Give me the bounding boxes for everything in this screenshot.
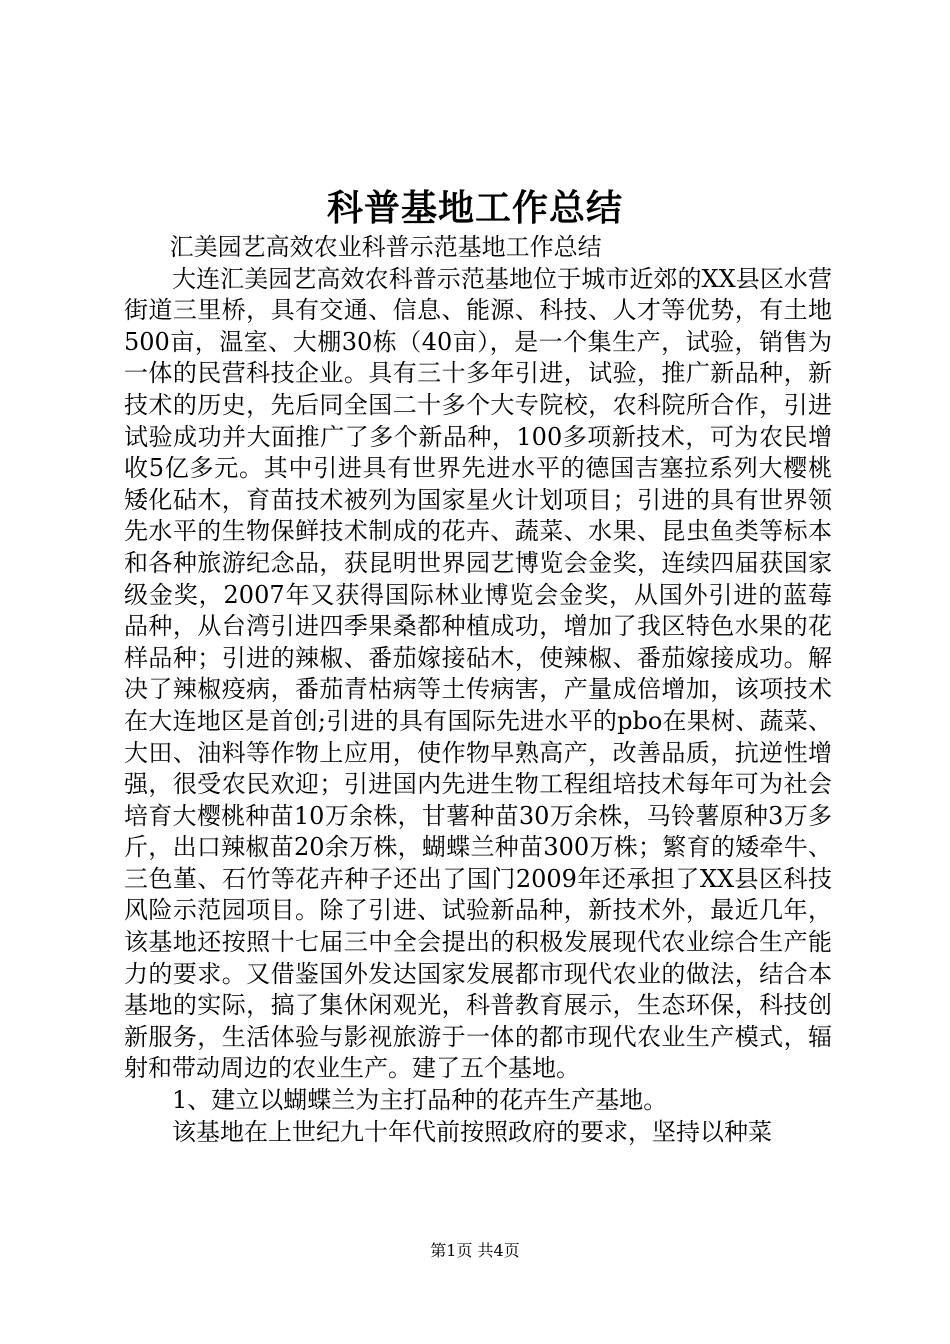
section-heading-paragraph: 1、建立以蝴蝶兰为主打品种的花卉生产基地。	[172, 1086, 668, 1115]
body-paragraph: 大连汇美园艺高效农科普示范基地位于城市近郊的XX县区水营街道三里桥，具有交通、信息、能源、科技、人才等优势，有土地500亩，温室、大棚30栋（40亩），是一个集生产，试验，销售为一体的民营科技企业。具有三十多年引进，试验，推广新品种，新技术的历史，先后同全国二十多个大专院校，农科院所合作，引进试验成功并大面推广了多个新品种，100多项新技术，可为农民增收5亿多元。其中引进具有世界先进水平的德国吉塞拉系列大樱桃矮化砧木，育苗技术被列为国家星火计划项目；引进的具有世界领先水平的生物保鲜技术制成的花卉、蔬菜、水果、昆虫鱼类等标本和各种旅游纪念品，获昆明世界园艺博览会金奖，连续四届获国家级金奖，2007年又获得国际林业博览会金奖，从国外引进的蓝莓品种，从台湾引进四季果桑都种植成功，增加了我区特色水果的花样品种；引进的辣椒、番茄嫁接砧木，使辣椒、番茄嫁接成功。解决了辣椒疫病，番茄青枯病等土传病害，产量成倍增加，该项技术在大连地区是首创;引进的具有国际先进水平的pbo在果树、蔬菜、大田、油料等作物上应用，使作物早熟高产，改善品质，抗逆性增强，很受农民欢迎；引进国内先进生物工程组培技术每年可为社会培育大樱桃种苗10万余株，甘薯种苗30万余株，马铃薯原种3万多斤，出口辣椒苗20余万株，蝴蝶兰种苗300万株；繁育的矮牵牛、三色堇、石竹等花卉种子还出了国门2009年还承担了XX县区科技风险示范园项目。除了引进、试验新品种，新技术外，最近几年，该基地还按照十七届三中全会提出的积极发展现代农业综合生产能力的要求。又借鉴国外发达国家发展都市现代农业的做法，结合本基地的实际，搞了集休闲观光，科普教育展示，生态环保，科技创新服务，生活体验与影视旅游于一体的都市现代农业生产模式，辐射和带动周边的农业生产。建了五个基地。	[124, 264, 832, 1083]
body-paragraph: 该基地在上世纪九十年代前按照政府的要求，坚持以种菜	[172, 1117, 772, 1146]
subtitle-paragraph: 汇美园艺高效农业科普示范基地工作总结	[169, 233, 602, 261]
document-title: 科普基地工作总结	[326, 187, 623, 229]
page-footer: 第1页 共4页	[430, 1241, 520, 1260]
document-body	[124, 232, 832, 1148]
